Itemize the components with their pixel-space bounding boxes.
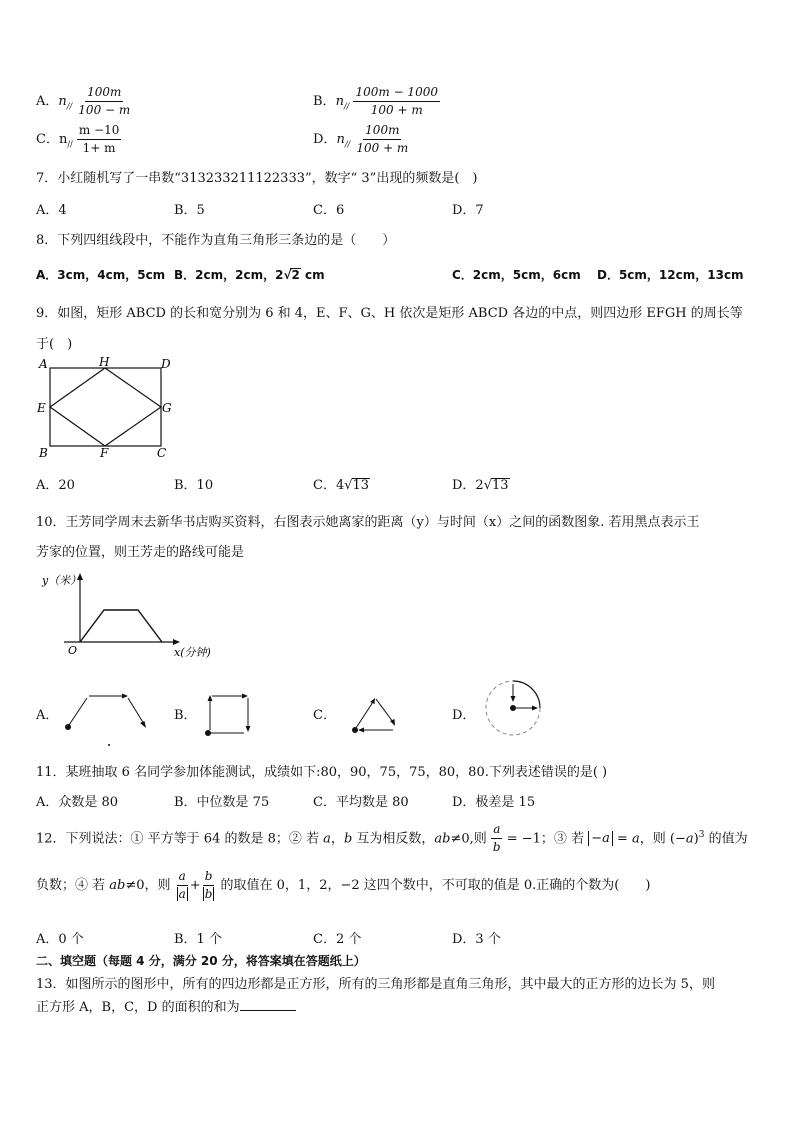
subscript: // <box>344 139 351 149</box>
arrow-icon <box>358 728 364 733</box>
fraction <box>353 84 440 119</box>
stem-text: ，则 (− <box>639 831 686 847</box>
sqrt-icon: √ <box>283 268 292 282</box>
stem-text: ≠0，则 <box>125 878 175 893</box>
fraction-denominator: 1+ m <box>82 141 116 155</box>
label-g: G <box>162 401 172 415</box>
fraction-numerator: a <box>177 868 188 886</box>
q10-stem-line2: 芳家的位置，则王芳走的路线可能是 <box>36 545 245 560</box>
q12-stem-line2: 负数；④ 若 ab≠0，则 $\frac{a}{a}$ + $\frac{b}{b}$ 的取值在 0，1，2，−2 这四个数中，不可取的值是 0.正确的个数为( ) <box>36 869 651 901</box>
fraction-numerator: m −10 <box>77 122 122 140</box>
absolute-value: a <box>178 887 186 901</box>
fraction-denominator: 100 + m <box>370 103 423 117</box>
q9-stem-line2: 于( ) <box>36 337 73 352</box>
q7-option-d[interactable]: D．7 <box>452 203 484 218</box>
y-axis-label: y（米） <box>42 574 82 587</box>
option-letter: B． <box>313 94 336 109</box>
route-a-figure[interactable] <box>60 684 152 748</box>
fraction-denominator <box>201 886 217 903</box>
q11-option-c[interactable]: C．平均数是 80 <box>313 795 409 810</box>
q6-option-a[interactable] <box>36 84 132 119</box>
q12-option-a[interactable]: A．0 个 <box>36 932 84 947</box>
home-dot-icon <box>65 724 71 730</box>
option-prefix: n <box>336 132 345 147</box>
home-dot-icon <box>352 727 358 733</box>
arrow-icon <box>532 706 538 711</box>
q7-option-a[interactable]: A．4 <box>36 203 67 218</box>
label-h: H <box>99 355 110 369</box>
label-c: C <box>157 446 167 460</box>
q12-option-c[interactable]: C．2 个 <box>313 932 362 947</box>
option-prefix: n <box>335 94 344 109</box>
sqrt-icon: √ <box>344 478 353 493</box>
distance-time-graph <box>38 570 228 662</box>
q11-option-d[interactable]: D．极差是 15 <box>452 795 536 810</box>
option-prefix: n <box>58 94 67 109</box>
rectangle-figure <box>34 355 184 463</box>
route-segment <box>69 698 87 725</box>
arrow-icon <box>122 694 128 699</box>
fraction-denominator: b <box>492 840 501 855</box>
absolute-value: −a <box>588 831 613 846</box>
sqrt-icon: √ <box>483 478 492 493</box>
arrow-icon <box>242 694 248 699</box>
rhombus-efgh <box>50 368 161 446</box>
q9-option-b[interactable]: B．10 <box>174 478 214 493</box>
label-b: B <box>39 446 48 460</box>
q13-stem-line2 <box>36 996 296 1015</box>
arrow-icon <box>370 698 375 704</box>
fraction <box>76 84 132 119</box>
arrow-icon <box>511 696 516 702</box>
option-unit: cm <box>300 268 325 282</box>
stem-text: 的值为 <box>704 831 748 847</box>
q7-option-b[interactable]: B．5 <box>174 203 205 218</box>
stem-text: 负数；④ 若 <box>36 878 110 893</box>
option-text: C．4 <box>313 478 345 493</box>
q9-option-d[interactable] <box>452 474 510 493</box>
fraction-numerator: 100m <box>363 122 401 140</box>
arrow-icon <box>208 695 213 701</box>
route-segment <box>356 702 373 728</box>
route-b-figure[interactable] <box>200 690 260 740</box>
fraction-denominator <box>175 886 190 903</box>
route-segment <box>128 698 144 724</box>
x-axis-label: x(分钟) <box>174 646 211 659</box>
answer-blank[interactable] <box>240 998 296 1011</box>
fraction-denominator: 100 − m <box>78 103 131 117</box>
fraction-numerator: b <box>203 868 215 886</box>
q9-option-a[interactable]: A．20 <box>36 478 75 493</box>
fraction-numerator: 100m <box>85 84 123 102</box>
option-letter: C． <box>36 132 59 147</box>
q11-stem: 11．某班抽取 6 名同学参加体能测试，成绩如下:80，90，75，75，80，80.下列表述错误的是( ) <box>36 765 608 780</box>
var-a: a <box>323 831 331 847</box>
fraction <box>491 821 503 856</box>
stray-dot <box>108 744 110 746</box>
q8-option-a[interactable]: A．3cm，4cm，5cm <box>36 268 166 282</box>
fraction-numerator: 100m − 1000 <box>353 84 440 102</box>
q11-option-a[interactable]: A．众数是 80 <box>36 795 119 810</box>
stem-text: 12．下列说法：① 平方等于 64 的数是 8；② 若 <box>36 831 324 847</box>
label-f: F <box>100 446 109 460</box>
origin-label: O <box>68 644 78 657</box>
q8-stem: 8．下列四组线段中，不能作为直角三角形三条边的是（ ） <box>36 233 396 248</box>
arrow-icon <box>246 726 251 732</box>
radicand: 13 <box>492 478 509 493</box>
option-prefix: n <box>58 132 68 147</box>
fraction-numerator: a <box>491 821 502 839</box>
radicand: 13 <box>352 478 370 493</box>
q12-option-d[interactable]: D．3 个 <box>452 932 501 947</box>
label-e: E <box>37 401 46 415</box>
route-arc <box>513 681 540 708</box>
x-axis-arrow-icon <box>173 639 180 645</box>
route-c-figure[interactable] <box>345 690 405 740</box>
fraction <box>201 868 217 903</box>
fraction <box>175 868 190 903</box>
q7-option-c[interactable]: C．6 <box>313 203 345 218</box>
absolute-value: b <box>204 887 213 901</box>
route-segment <box>376 699 393 722</box>
route-d-figure[interactable] <box>480 674 550 744</box>
label-a: A <box>39 357 48 371</box>
q10-stem-line1: 10．王芳同学周末去新华书店购买资料，右图表示她离家的距离（y）与时间（x）之间的函数图象. 若用黑点表示王 <box>36 515 700 530</box>
q8-option-b[interactable] <box>174 266 325 283</box>
q6-option-d[interactable] <box>313 122 410 157</box>
q10-option-c-label[interactable]: C． <box>313 708 336 723</box>
q9-stem-line1: 9．如图，矩形 ABCD 的长和宽分别为 6 和 4，E、F、G、H 依次是矩形 ABCD 各边的中点，则四边形 EFGH 的周长等 <box>36 306 743 321</box>
subscript: // <box>67 139 73 149</box>
option-letter: D． <box>313 132 337 147</box>
var-a: a <box>685 831 694 847</box>
section-heading: 二、填空题（每题 4 分，满分 20 分，将答案填在答题纸上） <box>36 954 366 968</box>
q6-option-b[interactable] <box>313 84 440 119</box>
fraction <box>354 122 410 157</box>
q10-option-b-label[interactable]: B． <box>174 708 197 723</box>
stem-text: 互为相反数， <box>352 831 435 847</box>
q10-option-a-label[interactable]: A． <box>36 708 59 723</box>
option-text: B．2cm，2cm，2 <box>174 268 284 282</box>
q11-option-b[interactable]: B．中位数是 75 <box>174 795 270 810</box>
var-b: b <box>343 831 353 847</box>
arrow-icon <box>390 719 395 726</box>
q9-option-c[interactable] <box>313 474 370 493</box>
stem-text: 正方形 A，B，C，D 的面积的和为 <box>36 1000 240 1015</box>
arrow-icon <box>140 721 146 728</box>
stem-text: = −1；③ 若 <box>502 831 589 847</box>
q12-stem-line1 <box>36 818 748 856</box>
q12-option-b[interactable]: B．1 个 <box>174 932 222 947</box>
fraction <box>77 122 122 157</box>
q6-option-c[interactable] <box>36 122 121 157</box>
stem-text: ) <box>693 831 699 847</box>
q7-stem: 7．小红随机写了一串数“313233211122333”，数字“ 3”出现的频数是( ) <box>36 171 478 186</box>
var-ab: ab <box>434 831 451 847</box>
subscript: // <box>66 101 73 111</box>
label-d: D <box>161 357 171 371</box>
exponent: 3 <box>698 830 705 840</box>
var-ab: ab <box>109 878 126 893</box>
q8-option-c[interactable]: C．2cm，5cm，6cm <box>452 268 581 282</box>
function-line <box>80 610 162 642</box>
stem-text: = <box>612 831 633 847</box>
q8-option-d[interactable]: D．5cm，12cm，13cm <box>597 268 744 282</box>
stem-text: ， <box>330 831 344 847</box>
stem-text: ≠0,则 <box>450 831 487 847</box>
rectangle-abcd <box>50 368 161 446</box>
subscript: // <box>343 101 350 111</box>
q10-option-d-label[interactable]: D． <box>452 708 476 723</box>
radicand: 2 <box>291 268 300 282</box>
q13-stem-line1: 13．如图所示的图形中，所有的四边形都是正方形，所有的三角形都是直角三角形，其中最大的正方形的边长为 5，则 <box>36 977 715 992</box>
stem-text: 的取值在 0，1，2，−2 这四个数中，不可取的值是 0.正确的个数为( ) <box>216 878 651 893</box>
option-text: D．2 <box>452 478 484 493</box>
var-a: a <box>632 831 640 847</box>
option-letter: A． <box>36 94 59 109</box>
fraction-denominator: 100 + m <box>356 141 409 155</box>
